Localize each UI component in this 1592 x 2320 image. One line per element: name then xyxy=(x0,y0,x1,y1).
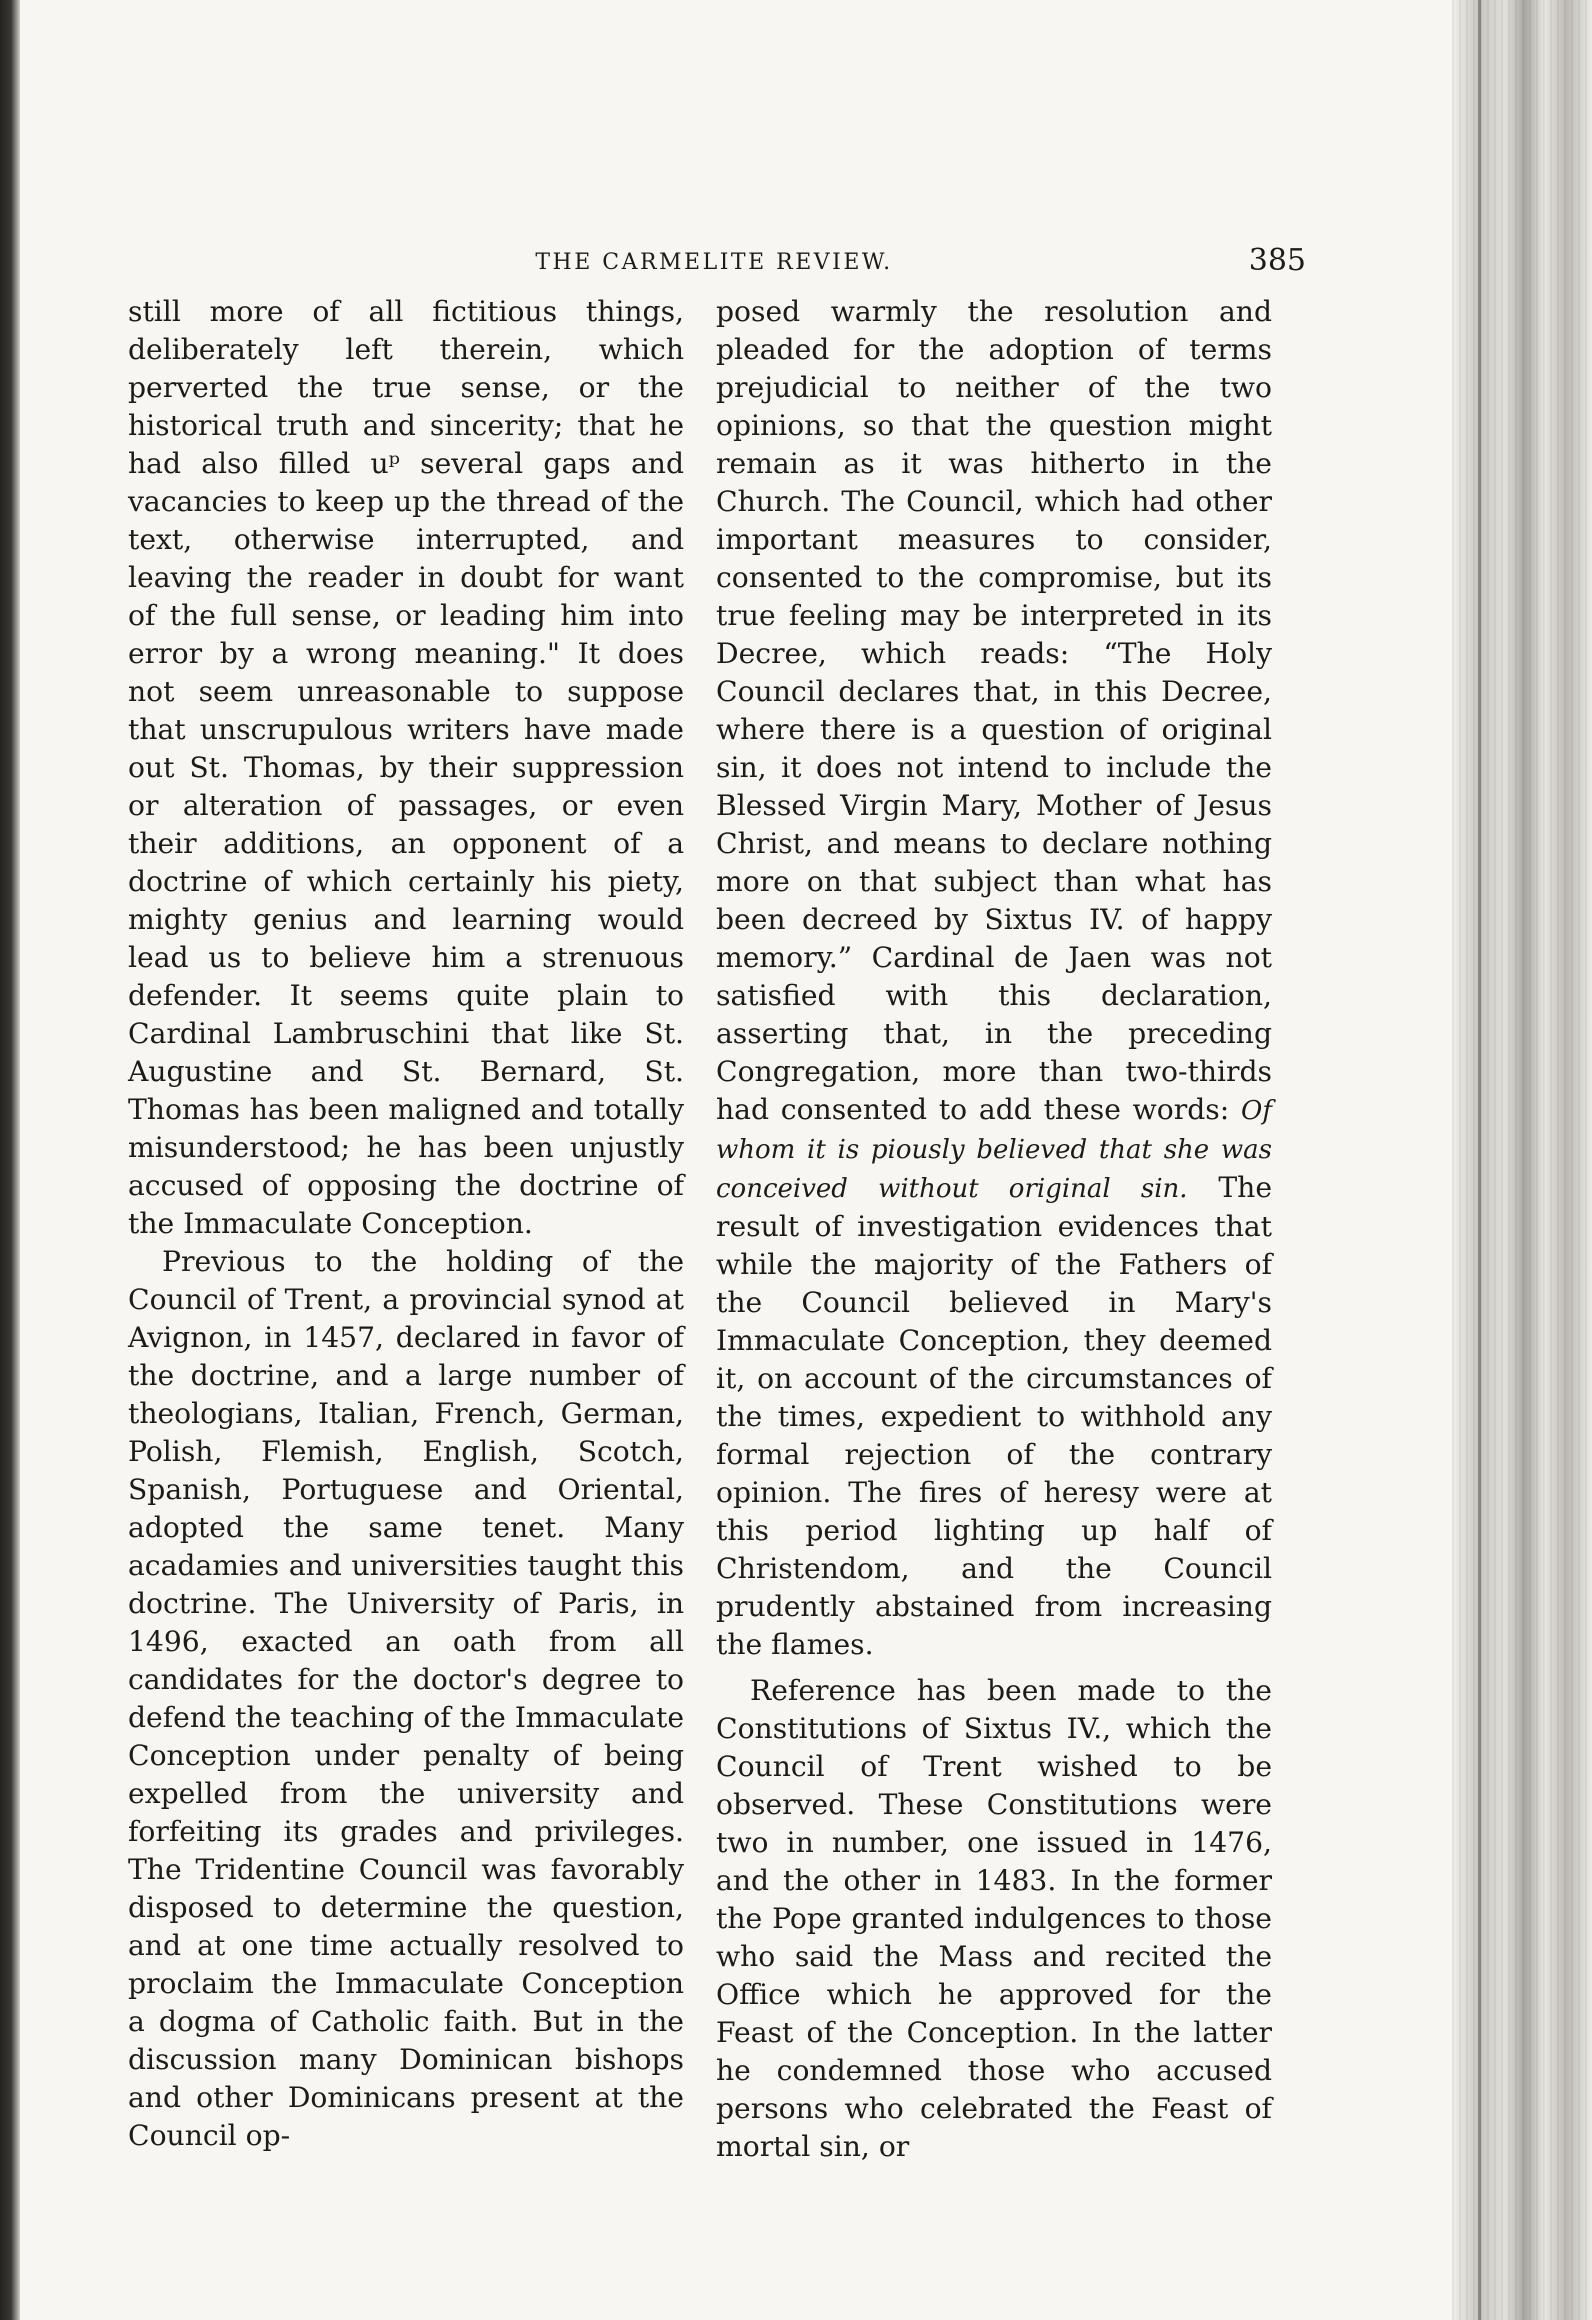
running-head xyxy=(122,243,1306,280)
right-paragraph-1-end: The result of investigation evidences that while the majority of the Fathers of the Council believed in Mary's Immaculate Conception, they deemed it, on account of the circumstances of the times, expedient to withhold any formal rejection of the contrary opinion. The fires of heresy were at this period lighting up half of Christendom, and the Council prudently abstained from increasing the flames. xyxy=(716,1171,1272,1661)
left-paragraph-1: still more of all fictitious things, deliberately left therein, which perverted the true sense, or the historical truth and sincerity; that he had also filled uᵖ several gaps and vacancies to keep up the thread of the text, otherwise interrupted, and leaving the reader in doubt for want of the full sense, or leading him into error by a wrong meaning." It does not seem unreasonable to suppose that unscrupulous writers have made out St. Thomas, by their suppression or alteration of passages, or even their additions, an opponent of a doctrine of which certainly his piety, mighty genius and learning would lead us to believe him a strenuous defender. It seems quite plain to Cardinal Lambruschini that like St. Augustine and St. Bernard, St. Thomas has been maligned and totally misunderstood; he has been unjustly accused of opposing the doctrine of the Immaculate Conception. xyxy=(128,295,684,1240)
scan-edge-right-shadow xyxy=(1478,0,1481,2320)
right-paragraph-1-start: posed warmly the resolution and pleaded for the adoption of terms prejudicial to neither of the two opinions, so that the question might remain as it was hitherto in the Church. The Council, which had other important measures to consider, consented to the compromise, but its true feeling may be interpreted in its Decree, which reads: “The Holy Council declares that, in this Decree, where there is a question of original sin, it does not intend to include the Blessed Virgin Mary, Mother of Jesus Christ, and means to declare nothing more on that subject than what has been decreed by Sixtus IV. of happy memory.” Cardinal de Jaen was not satisfied with this declaration, asserting that, in the preceding Congregation, more than two-thirds had consented to add these words: xyxy=(716,295,1272,1126)
italic-quotation: Of whom it is piously believed that she was conceived without original sin. xyxy=(716,1096,1272,1204)
right-paragraph-1 xyxy=(716,293,1272,1664)
left-column xyxy=(128,293,684,2155)
scan-edge-left xyxy=(0,0,20,2320)
running-title: THE CARMELITE REVIEW. xyxy=(535,250,893,275)
right-column xyxy=(716,293,1272,2166)
page-number: 385 xyxy=(1248,243,1306,278)
book-page xyxy=(22,0,1450,2320)
left-paragraph-2: Previous to the holding of the Council of Trent, a provincial synod at Avignon, in 1457, declared in favor of the doctrine, and a large number of theologians, Italian, French, German, Polish, Flemish, English, Scotch, Spanish, Portuguese and Oriental, adopted the same tenet. Many acadamies and universities taught this doctrine. The University of Paris, in 1496, exacted an oath from all candidates for the doctor's degree to defend the teaching of the Immaculate Conception under penalty of being expelled from the university and forfeiting its grades and privileges. The Tridentine Council was favorably disposed to determine the question, and at one time actually resolved to proclaim the Immaculate Conception a dogma of Catholic faith. But in the discussion many Dominican bishops and other Dominicans present at the Council op- xyxy=(128,1245,684,2152)
right-paragraph-2: Reference has been made to the Constitutions of Sixtus IV., which the Council of Trent wished to be observed. These Constitutions were two in number, one issued in 1476, and the other in 1483. In the former the Pope granted indulgences to those who said the Mass and recited the Office which he approved for the Feast of the Conception. In the latter he condemned those who accused persons who celebrated the Feast of mortal sin, or xyxy=(716,1674,1272,2163)
scan-edge-right xyxy=(1452,0,1592,2320)
